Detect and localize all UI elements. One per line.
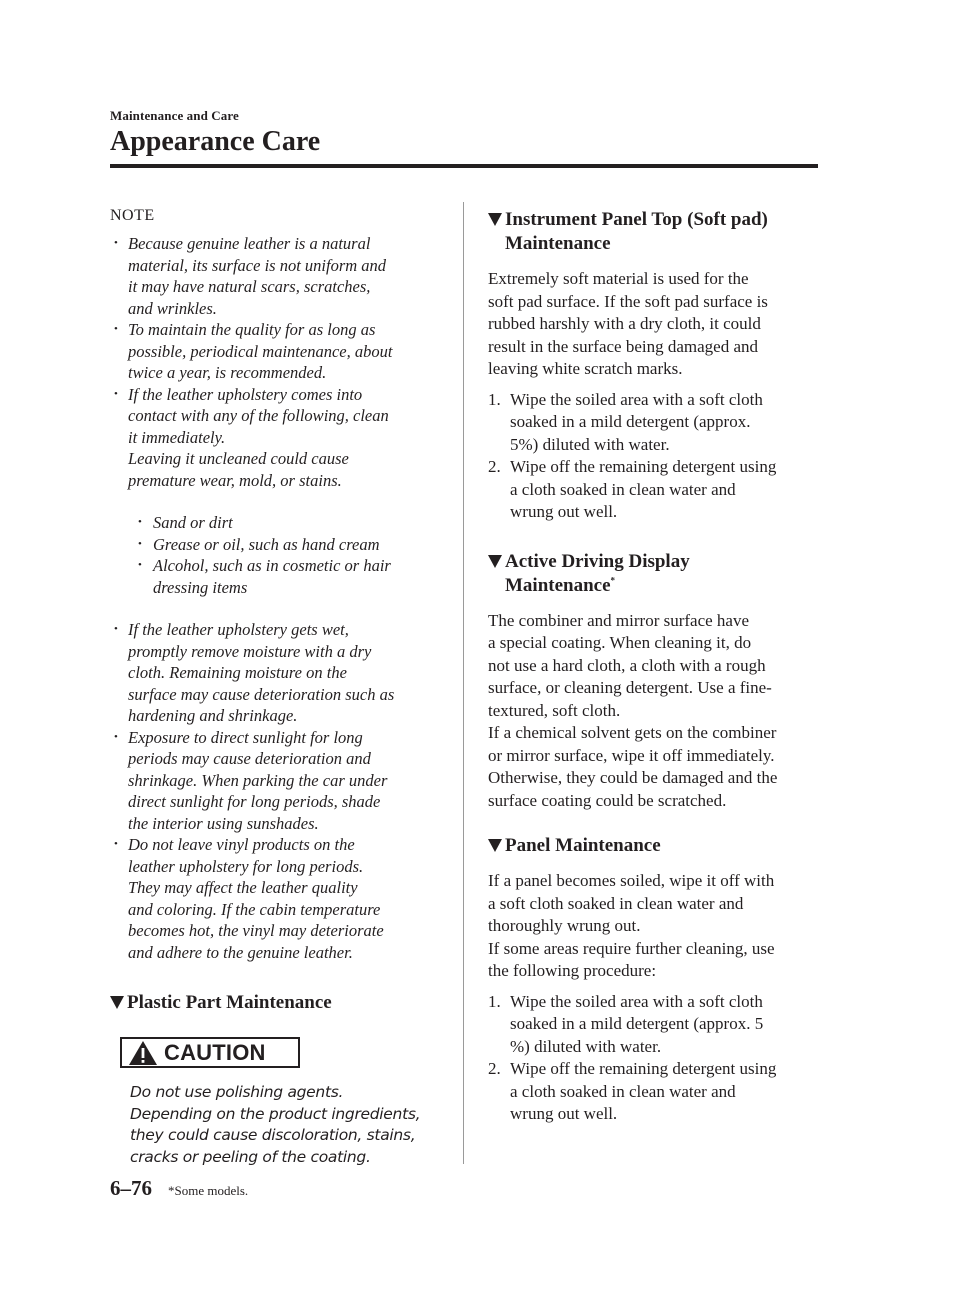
heading-line-text: Maintenance <box>505 574 611 596</box>
note-line: and adhere to the genuine leather. <box>128 942 353 962</box>
column-divider <box>463 202 464 1164</box>
note-line: • Grease or oil, such as hand cream <box>153 534 380 554</box>
body-line: leaving white scratch marks. <box>488 359 683 378</box>
note-line: • Do not leave vinyl products on the <box>128 835 355 854</box>
warning-triangle-icon <box>128 1040 158 1066</box>
body-line: surface, or cleaning detergent. Use a fine- <box>488 678 772 697</box>
active-display-paragraph <box>488 610 818 813</box>
note-line: material, its surface is not uniform and <box>128 255 387 275</box>
note-bullet <box>110 319 440 384</box>
caution-text <box>130 1082 440 1168</box>
left-column <box>110 207 440 1168</box>
body-line: the following procedure: <box>488 961 657 980</box>
instrument-steps <box>488 389 818 524</box>
step-item <box>488 1058 818 1126</box>
step-line: wrung out well. <box>510 1104 618 1123</box>
section-triangle-icon <box>488 839 502 852</box>
note-sub-list <box>110 512 440 598</box>
note-list <box>110 233 440 963</box>
heading-text: Plastic Part Maintenance <box>127 992 332 1013</box>
step-line: Wipe off the remaining detergent using <box>510 1059 777 1078</box>
note-line: promptly remove moisture with a dry <box>128 641 372 661</box>
section-triangle-icon <box>110 996 124 1009</box>
note-line: • If the leather upholstery gets wet, <box>128 620 349 639</box>
note-title: NOTE <box>110 207 155 224</box>
step-line: %) diluted with water. <box>510 1036 662 1056</box>
step-line: Wipe off the remaining detergent using <box>510 457 777 476</box>
body-line: a soft cloth soaked in clean water and <box>488 893 744 913</box>
note-bullet <box>110 619 440 727</box>
note-line: and coloring. If the cabin temperature <box>128 899 381 919</box>
step-number: 1. <box>488 389 501 409</box>
caution-line: Do not use polishing agents. <box>130 1083 344 1101</box>
note-bullet <box>110 834 440 963</box>
step-item <box>488 389 818 457</box>
caution-label: CAUTION <box>164 1039 266 1065</box>
heading-line: Maintenance <box>505 233 611 254</box>
step-line: soaked in a mild detergent (approx. <box>510 412 751 431</box>
some-models-asterisk: * <box>610 575 616 586</box>
note-line: direct sunlight for long periods, shade <box>128 792 381 811</box>
heading-text <box>505 550 690 598</box>
note-bullet <box>110 727 440 835</box>
body-line: textured, soft cloth. <box>488 700 621 720</box>
panel-paragraph <box>488 870 818 983</box>
section-triangle-icon <box>488 555 502 568</box>
step-item <box>488 991 818 1059</box>
note-line: periods may cause deterioration and <box>128 749 371 768</box>
body-line: rubbed harshly with a dry cloth, it could <box>488 314 761 333</box>
right-column <box>488 208 818 1126</box>
panel-maintenance-heading <box>488 834 818 858</box>
plastic-heading <box>110 991 440 1015</box>
note-line: and wrinkles. <box>128 298 217 318</box>
note-line: dressing items <box>153 577 248 597</box>
instrument-paragraph <box>488 268 818 381</box>
page-title: Appearance Care <box>110 126 321 157</box>
note-line: becomes hot, the vinyl may deteriorate <box>128 921 384 940</box>
section-label: Maintenance and Care <box>110 108 239 123</box>
caution-line: cracks or peeling of the coating. <box>130 1147 371 1166</box>
body-line: If a panel becomes soiled, wipe it off with <box>488 871 775 890</box>
caution-line: they could cause discoloration, stains, <box>130 1126 416 1144</box>
note-sub-bullet <box>110 534 440 556</box>
step-number: 2. <box>488 1059 501 1078</box>
body-line: surface coating could be scratched. <box>488 790 727 810</box>
step-line: a cloth soaked in clean water and <box>510 479 736 499</box>
body-line: or mirror surface, wipe it off immediately. <box>488 745 775 765</box>
note-bullet <box>110 233 440 319</box>
note-line: premature wear, mold, or stains. <box>128 470 342 490</box>
step-line: 5%) diluted with water. <box>510 434 670 454</box>
body-line: a special coating. When cleaning it, do <box>488 633 752 652</box>
body-line: Extremely soft material is used for the <box>488 269 749 288</box>
step-line: wrung out well. <box>510 502 618 521</box>
note-sub-bullet <box>110 512 440 534</box>
page-footer <box>110 1176 248 1201</box>
body-line: The combiner and mirror surface have <box>488 610 750 630</box>
note-bullet <box>110 384 440 599</box>
caution-banner <box>120 1037 300 1068</box>
heading-text <box>505 208 768 256</box>
note-line: They may affect the leather quality <box>128 878 358 897</box>
note-line: • Alcohol, such as in cosmetic or hair <box>153 556 391 575</box>
heading-line: Active Driving Display <box>505 550 690 572</box>
page-number: 6–76 <box>110 1176 152 1200</box>
step-line: Wipe the soiled area with a soft cloth <box>510 389 763 409</box>
section-triangle-icon <box>488 213 502 226</box>
note-line: • Because genuine leather is a natural <box>128 234 371 253</box>
panel-steps <box>488 991 818 1126</box>
note-line: it immediately. <box>128 427 226 447</box>
body-line: soft pad surface. If the soft pad surface is <box>488 291 768 311</box>
instrument-panel-heading <box>488 208 818 256</box>
page-header <box>110 108 818 158</box>
header-divider <box>110 164 818 168</box>
note-line: • If the leather upholstery comes into <box>128 384 363 404</box>
step-line: a cloth soaked in clean water and <box>510 1081 736 1101</box>
step-number: 1. <box>488 991 501 1011</box>
step-line: soaked in a mild detergent (approx. 5 <box>510 1014 764 1033</box>
heading-line: Instrument Panel Top (Soft pad) <box>505 209 768 230</box>
note-line: surface may cause deterioration such as <box>128 684 395 704</box>
body-line: result in the surface being damaged and <box>488 336 759 356</box>
note-line: hardening and shrinkage. <box>128 706 298 725</box>
note-line: leather upholstery for long periods. <box>128 856 364 876</box>
note-line: cloth. Remaining moisture on the <box>128 663 347 682</box>
heading-line <box>505 574 690 598</box>
note-line: twice a year, is recommended. <box>128 363 327 382</box>
note-line: contact with any of the following, clean <box>128 406 389 425</box>
caution-line: Depending on the product ingredients, <box>130 1104 421 1123</box>
note-sub-bullet <box>110 555 440 598</box>
note-line: • Exposure to direct sunlight for long <box>128 727 363 747</box>
note-line: • Sand or dirt <box>153 513 233 532</box>
note-line: possible, periodical maintenance, about <box>128 341 393 361</box>
note-line: it may have natural scars, scratches, <box>128 277 371 296</box>
body-line: thoroughly wrung out. <box>488 916 641 935</box>
body-line: If some areas require further cleaning, use <box>488 938 775 958</box>
active-driving-display-heading <box>488 550 818 598</box>
note-line: Leaving it uncleaned could cause <box>128 449 349 468</box>
step-item <box>488 456 818 524</box>
note-line: shrinkage. When parking the car under <box>128 770 388 790</box>
step-number: 2. <box>488 457 501 476</box>
body-line: Otherwise, they could be damaged and the <box>488 768 778 787</box>
heading-text: Panel Maintenance <box>505 835 661 856</box>
note-line: the interior using sunshades. <box>128 813 319 833</box>
body-line: If a chemical solvent gets on the combiner <box>488 723 777 742</box>
note-line: • To maintain the quality for as long as <box>128 320 376 339</box>
footnote: *Some models. <box>168 1183 249 1198</box>
step-line: Wipe the soiled area with a soft cloth <box>510 991 763 1011</box>
body-line: not use a hard cloth, a cloth with a rough <box>488 655 766 675</box>
